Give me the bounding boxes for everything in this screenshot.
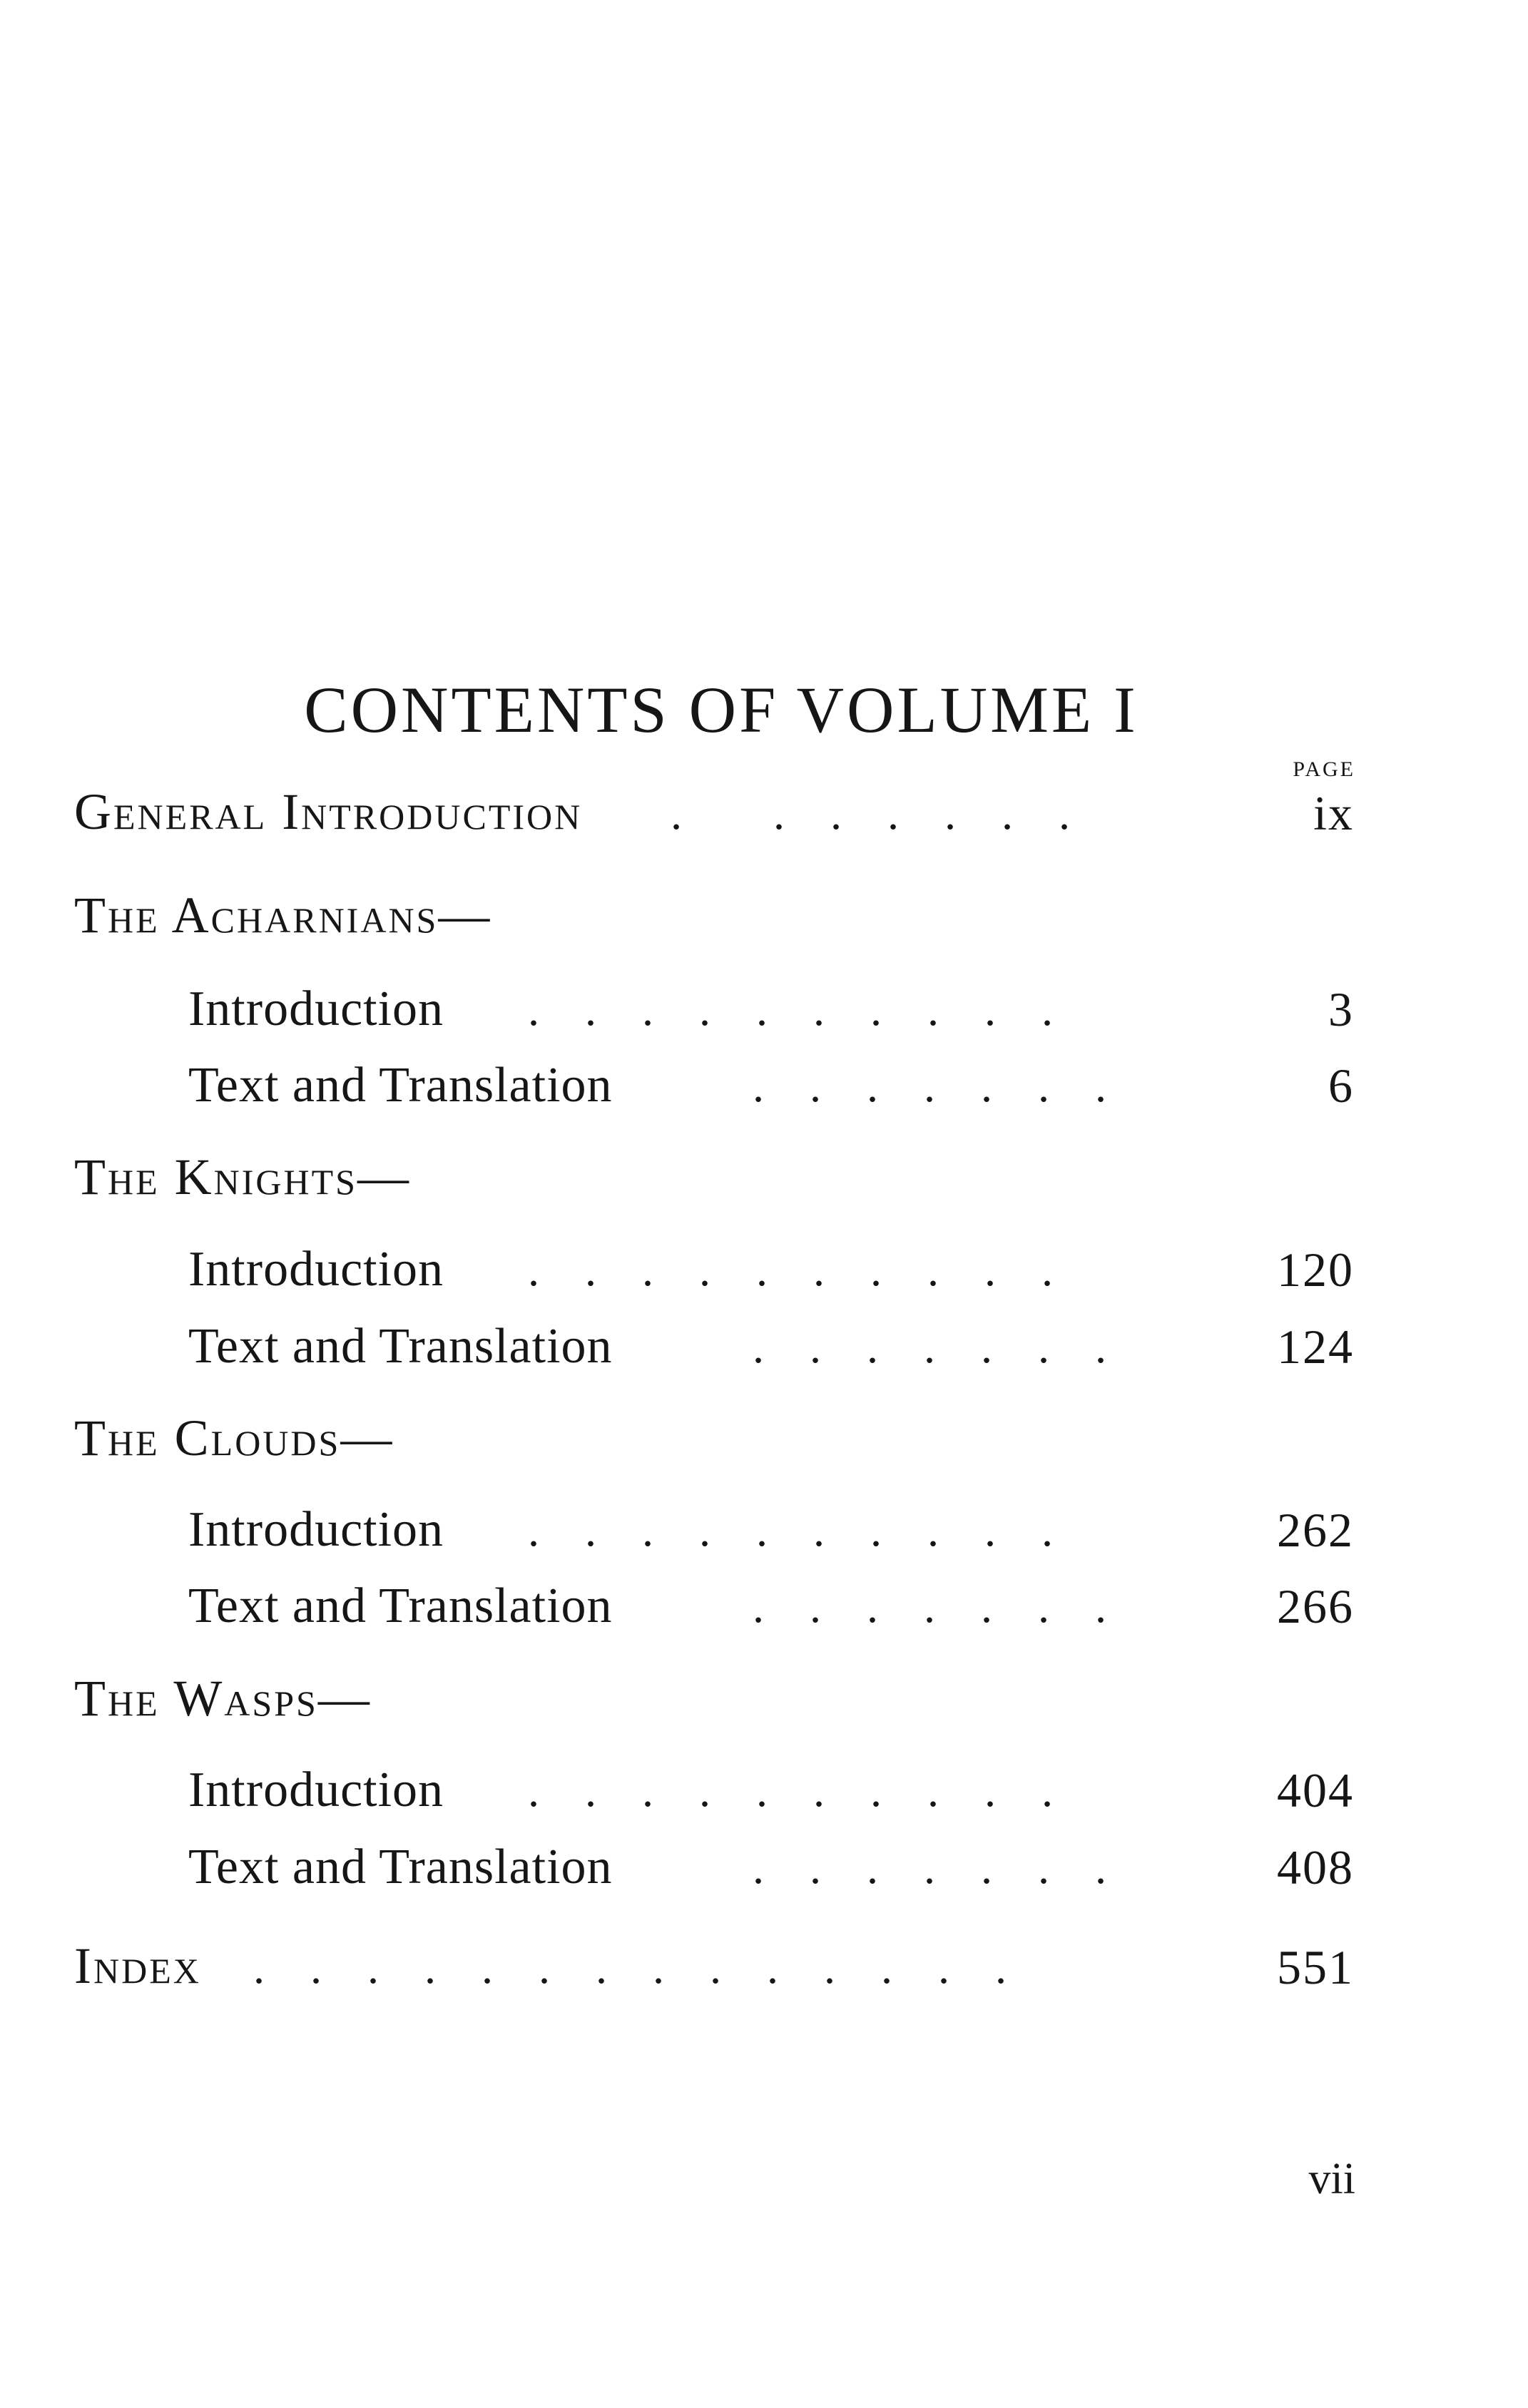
- toc-entry-wasps-introduction: [0, 1762, 1528, 1826]
- toc-entry-page: 266: [1277, 1579, 1354, 1633]
- leader-dots: . . . . . . .: [753, 1842, 1106, 1893]
- toc-section-heading-acharnians: [0, 888, 1528, 952]
- toc-entry-label: Introduction: [188, 1242, 444, 1297]
- toc-entry-clouds-text: [0, 1578, 1528, 1642]
- leader-dots: . . . . . . .: [671, 788, 1070, 839]
- toc-entry-label: Text and Translation: [188, 1840, 613, 1894]
- toc-entry-page: 124: [1277, 1320, 1354, 1374]
- leader-dots: . . . . . . . . . .: [528, 1505, 1053, 1556]
- toc-section-heading-clouds: [0, 1411, 1528, 1475]
- toc-entry-knights-introduction: [0, 1241, 1528, 1305]
- leader-dots: . . . . . . .: [753, 1322, 1106, 1372]
- toc-entry-label: Text and Translation: [188, 1319, 613, 1374]
- toc-entry-page: 6: [1328, 1058, 1354, 1113]
- section-heading: The Wasps—: [74, 1670, 372, 1727]
- toc-entry-page: 3: [1328, 982, 1354, 1036]
- toc-entry-wasps-text: [0, 1839, 1528, 1903]
- page-number: vii: [1308, 2155, 1355, 2203]
- leader-dots: . . . . . . . . . . . . . .: [253, 1942, 1007, 1993]
- section-heading: The Clouds—: [74, 1409, 394, 1466]
- section-heading: The Knights—: [74, 1148, 411, 1205]
- toc-entry-label: Text and Translation: [188, 1058, 613, 1113]
- toc-entry-page: ix: [1313, 786, 1354, 840]
- toc-entry-general-introduction: [0, 785, 1528, 849]
- toc-entry-label: Introduction: [188, 1762, 444, 1817]
- toc-entry-label: Text and Translation: [188, 1578, 613, 1633]
- leader-dots: . . . . . . .: [753, 1061, 1106, 1111]
- toc-entry-page: 404: [1277, 1763, 1354, 1817]
- leader-dots: . . . . . . . . . .: [528, 1765, 1053, 1816]
- toc-entry-page: 120: [1277, 1243, 1354, 1297]
- toc-section-heading-knights: [0, 1150, 1528, 1214]
- page-title: CONTENTS OF VOLUME I: [304, 673, 1139, 746]
- toc-entry-label: Index: [74, 1937, 201, 1994]
- toc-entry-index: [0, 1939, 1528, 2003]
- toc-entry-label: Introduction: [188, 1502, 444, 1557]
- toc-entry-label: General Introduction: [74, 783, 583, 840]
- toc-entry-page: 551: [1277, 1940, 1354, 1994]
- toc-section-heading-wasps: [0, 1671, 1528, 1735]
- toc-entry-knights-text: [0, 1318, 1528, 1382]
- page-column-heading: PAGE: [1293, 757, 1355, 781]
- toc-entry-page: 408: [1277, 1840, 1354, 1894]
- section-heading: The Acharnians—: [74, 887, 492, 944]
- leader-dots: . . . . . . .: [753, 1581, 1106, 1632]
- toc-entry-clouds-introduction: [0, 1501, 1528, 1566]
- toc-entry-acharnians-introduction: [0, 981, 1528, 1045]
- toc-entry-acharnians-text: [0, 1057, 1528, 1121]
- toc-entry-label: Introduction: [188, 981, 444, 1036]
- leader-dots: . . . . . . . . . .: [528, 1245, 1053, 1295]
- toc-entry-page: 262: [1277, 1503, 1354, 1557]
- leader-dots: . . . . . . . . . .: [528, 984, 1053, 1035]
